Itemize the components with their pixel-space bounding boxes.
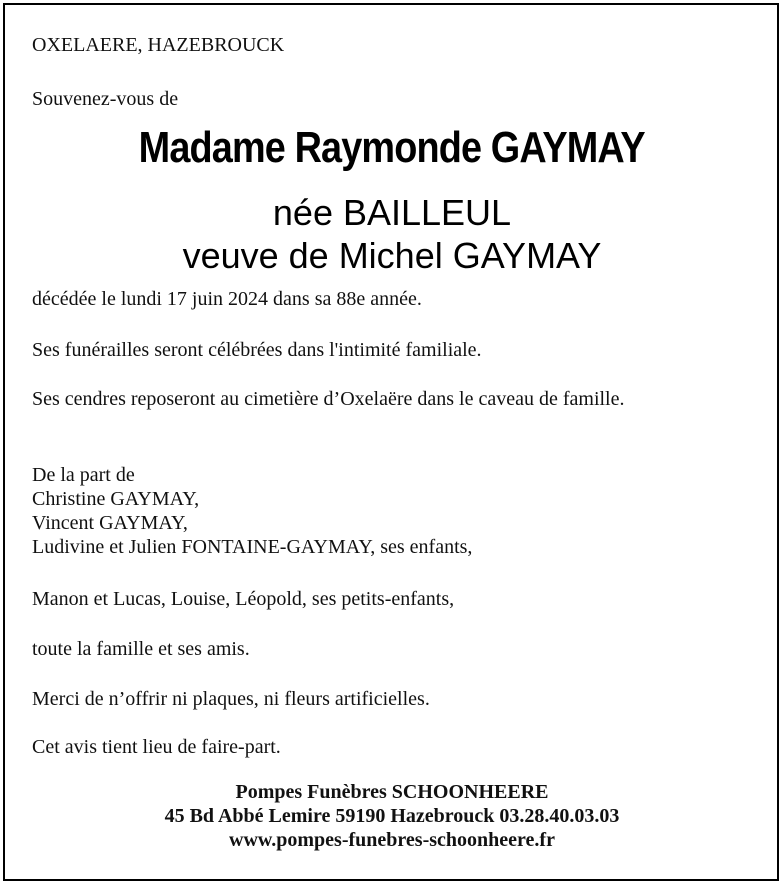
family-member: Vincent GAYMAY, <box>32 512 188 534</box>
deceased-name: Madame Raymonde GAYMAY <box>138 123 645 172</box>
others-text: toute la famille et ses amis. <box>32 638 250 660</box>
ashes-text: Ses cendres reposeront au cimetière d’Oxelaëre dans le caveau de famille. <box>32 388 625 410</box>
location-header: OXELAERE, HAZEBROUCK <box>32 34 285 56</box>
from-intro: De la part de <box>32 464 135 486</box>
death-notice: décédée le lundi 17 juin 2024 dans sa 88e année. <box>32 288 422 310</box>
funeral-text: Ses funérailles seront célébrées dans l'intimité familiale. <box>32 339 482 361</box>
widow-of: veuve de Michel GAYMAY <box>182 235 602 276</box>
funeral-home-address: 45 Bd Abbé Lemire 59190 Hazebrouck 03.28.40.03.03 <box>164 805 620 827</box>
intro-text: Souvenez-vous de <box>32 88 179 110</box>
family-member: Ludivine et Julien FONTAINE-GAYMAY, ses enfants, <box>32 536 473 558</box>
maiden-name: née BAILLEUL <box>272 192 512 233</box>
request-text: Merci de n’offrir ni plaques, ni fleurs artificielles. <box>32 688 430 710</box>
grandchildren-text: Manon et Lucas, Louise, Léopold, ses petits-enfants, <box>32 588 455 610</box>
notice-text: Cet avis tient lieu de faire-part. <box>32 736 281 758</box>
funeral-home-website: www.pompes-funebres-schoonheere.fr <box>229 829 555 851</box>
funeral-home-name: Pompes Funèbres SCHOONHEERE <box>235 781 549 803</box>
family-member: Christine GAYMAY, <box>32 488 200 510</box>
